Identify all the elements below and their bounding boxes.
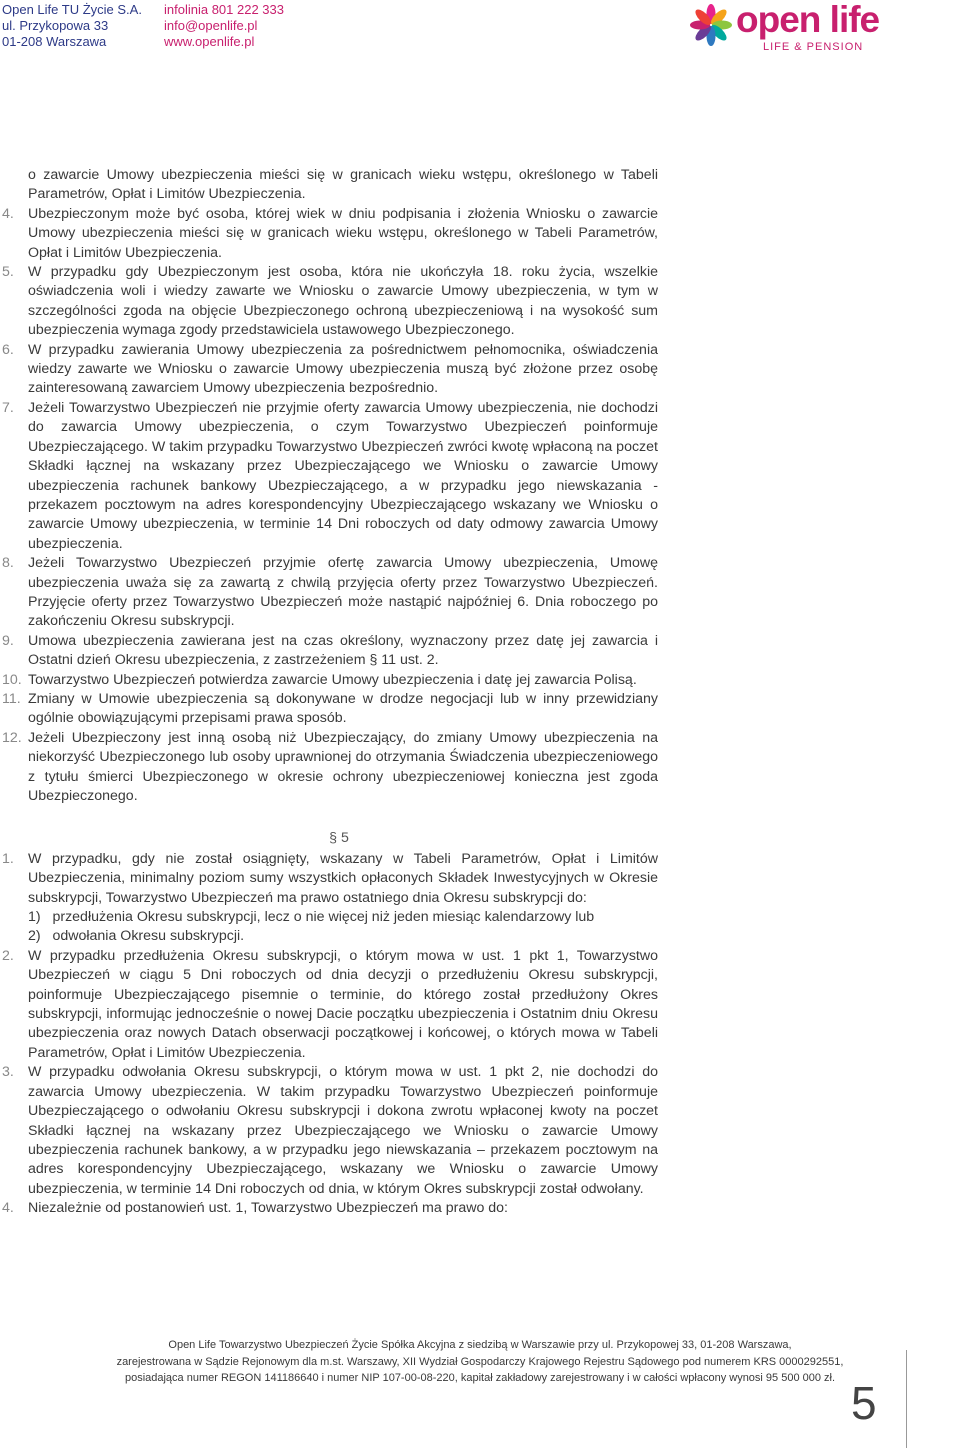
logo-tagline: LIFE & PENSION xyxy=(763,41,864,53)
list-item xyxy=(2,690,658,729)
footer-line: posiadająca numer REGON 141186640 i numer NIP 107-00-08-220, kapitał zakładowy zarejestrowany i w całości wpłacony wynosi 95 500 000 zł. xyxy=(124,1372,836,1384)
page-number: 5 xyxy=(851,1377,877,1429)
item-number: 11. xyxy=(2,690,21,707)
item-number: 1. xyxy=(2,850,14,867)
logo-wordmark: open life xyxy=(736,0,880,40)
sub-list-item xyxy=(28,908,658,927)
company-contact xyxy=(164,2,284,50)
item-text: W przypadku, gdy nie został osiągnięty, wskazany w Tabeli Parametrów, Opłat i Limitów Ubezpieczenia, minimalny poziom sumy wszystkich opłaconych Składek Inwestycyjnych w Okresie subskrypcji, Towarzystwo Ubezpieczeń ma prawo ostatniego dnia Okresu subskrypcji do: xyxy=(28,850,658,906)
item-number: 7. xyxy=(2,399,14,416)
item-number: 2. xyxy=(2,947,14,964)
open-life-logo xyxy=(688,0,888,60)
item-text: Towarzystwo Ubezpieczeń potwierdza zawarcie Umowy ubezpieczenia i datę jej zawarcia Polisą. xyxy=(28,671,637,688)
item-number: 8. xyxy=(2,555,14,572)
legal-footer xyxy=(0,1337,960,1387)
page-divider xyxy=(906,1350,907,1448)
sub-item-number: 1) xyxy=(28,909,41,926)
company-city: 01-208 Warszawa xyxy=(2,34,107,49)
list-item xyxy=(2,850,658,908)
list-item xyxy=(2,341,658,399)
item-text: Ubezpieczonym może być osoba, której wiek w dniu podpisania i złożenia Wniosku o zawarcie Umowy ubezpieczenia mieści się w granicach wieku wstępu, określonego w Tabeli Parametrów, Opłat i Limitów Ubezpieczenia. xyxy=(28,205,658,261)
list-item xyxy=(2,263,658,341)
company-name: Open Life TU Życie S.A. xyxy=(2,2,142,17)
email-link[interactable]: info@openlife.pl xyxy=(164,18,258,33)
section-heading: § 5 xyxy=(329,830,349,847)
item-text: Umowa ubezpieczenia zawierana jest na czas określony, wyznaczony przez datę jej zawarcia i Ostatni dzień Okresu ubezpieczenia, z zastrzeżeniem § 11 ust. 2. xyxy=(28,632,658,669)
item-text: W przypadku przedłużenia Okresu subskrypcji, o którym mowa w ust. 1 pkt 1, Towarzystwo Ubezpieczeń w ciągu 5 Dni roboczych od dnia decyzji o przedłużeniu Okresu subskrypcji, poinformuje Ubezpieczającego pisemnie o terminie, do którego został przedłużony Okres subskrypcji, informując jednocześnie o nowej Dacie początku ubezpieczenia i Ostatnim dniu Okresu ubezpieczenia oraz nowych Datach obserwacji początkowej i końcowej, o których mowa w Tabeli Parametrów, Opłat i Limitów Ubezpieczenia. xyxy=(28,947,658,1061)
item-number: 10. xyxy=(2,671,22,688)
item-number: 4. xyxy=(2,205,14,222)
list-item xyxy=(2,399,658,554)
item-number: 3. xyxy=(2,1064,14,1081)
list-item xyxy=(2,729,658,807)
list-item xyxy=(2,1063,658,1199)
list-items-a xyxy=(2,205,658,807)
item-text: Zmiany w Umowie ubezpieczenia są dokonywane w drodze negocjacji lub w inny przewidziany ogólnie obowiązującymi przepisami prawa sposób. xyxy=(28,690,658,727)
item-text: W przypadku odwołania Okresu subskrypcji, o którym mowa w ust. 1 pkt 2, nie dochodzi do zawarcia Umowy ubezpieczenia. W takim przypadku Towarzystwo Ubezpieczeń poinformuje Ubezpieczającego o odwołaniu Okresu subskrypcji i dokona zwrotu wpłaconej kwoty na poczet Składki łącznej na wskazany przez Ubezpieczającego we Wniosku o zawarcie Umowy ubezpieczenia rachunek bankowy, a w przypadku jego niewskazania – przekazem pocztowym na adres korespondencyjny Ubezpieczającego, wskazany we Wniosku o zawarcie Umowy ubezpieczenia, w terminie 14 Dni roboczych od dnia, w którym Okres subskrypcji został odwołany. xyxy=(28,1064,658,1197)
item-text: Niezależnie od postanowień ust. 1, Towarzystwo Ubezpieczeń ma prawo do: xyxy=(28,1200,509,1217)
sub-item-text: przedłużenia Okresu subskrypcji, lecz o nie więcej niż jeden miesiąc kalendarzowy lub xyxy=(52,909,595,926)
document-body xyxy=(2,166,658,1219)
list-item xyxy=(2,205,658,263)
company-street: ul. Przykopowa 33 xyxy=(2,18,109,33)
sub-item-number: 2) xyxy=(28,928,41,945)
item-text: W przypadku gdy Ubezpieczonym jest osoba, która nie ukończyła 18. roku życia, wszelkie oświadczenia woli i wiedzy zawarte we Wniosku o zawarcie Umowy ubezpieczenia, w tym w szczególności zgoda na objęcie Ubezpieczonego ochroną ubezpieczeniową i na wysokość sum ubezpieczenia wymaga zgody przedstawiciela ustawowego Ubezpieczonego. xyxy=(28,264,658,339)
item-number: 4. xyxy=(2,1200,14,1217)
list-item xyxy=(2,554,658,632)
list-item xyxy=(2,947,658,1063)
flower-logo-icon xyxy=(688,2,734,48)
website-link[interactable]: www.openlife.pl xyxy=(164,34,255,49)
list-item xyxy=(2,1199,658,1218)
item-text: Jeżeli Ubezpieczony jest inną osobą niż Ubezpieczający, do zmiany Umowy ubezpieczenia na niekorzyść Ubezpieczonego lub osoby uprawnionej do otrzymania Świadczenia ubezpieczeniowego z tytułu śmierci Ubezpieczonego w okresie ochrony ubezpieczeniowej konieczna jest zgoda Ubezpieczonego. xyxy=(28,729,658,804)
item-text: Jeżeli Towarzystwo Ubezpieczeń nie przyjmie oferty zawarcia Umowy ubezpieczenia, nie dochodzi do zawarcia Umowy ubezpieczenia, o czym Towarzystwo Ubezpieczeń poinformuje Ubezpieczającego. W takim przypadku Towarzystwo Ubezpieczeń zwróci kwotę wpłaconą na poczet Składki łącznej na wskazany przez Ubezpieczającego we Wniosku o zawarcie Umowy ubezpieczenia rachunek bankowy Ubezpieczającego, a w przypadku jego niewskazania - przekazem pocztowym na adres korespondencyjny Ubezpieczającego wskazany we Wniosku o zawarcie Umowy ubezpieczenia, w terminie 14 Dni roboczych od daty odmowy zawarcia Umowy ubezpieczenia. xyxy=(28,399,658,552)
item-number: 6. xyxy=(2,341,14,358)
list-item xyxy=(2,671,658,690)
continuation-paragraph: o zawarcie Umowy ubezpieczenia mieści się w granicach wieku wstępu, określonego w Tabeli Parametrów, Opłat i Limitów Ubezpieczenia. xyxy=(28,167,658,203)
item-number: 12. xyxy=(2,729,22,746)
list-item xyxy=(2,632,658,671)
hotline: infolinia 801 222 333 xyxy=(164,2,284,17)
item-number: 5. xyxy=(2,264,14,281)
company-address xyxy=(2,2,142,50)
footer-line: Open Life Towarzystwo Ubezpieczeń Życie Spółka Akcyjna z siedzibą w Warszawie przy ul. Przykopowej 33, 01-208 Warszawa, xyxy=(168,1339,792,1351)
sub-list-item xyxy=(28,927,658,946)
footer-line: zarejestrowana w Sądzie Rejonowym dla m.st. Warszawy, XII Wydział Gospodarczy Krajowego Rejestru Sądowego pod numerem KRS 0000292551, xyxy=(116,1355,844,1368)
item-number: 9. xyxy=(2,632,14,649)
item-text: W przypadku zawierania Umowy ubezpieczenia za pośrednictwem pełnomocnika, oświadczenia wiedzy zawarte we Wniosku o zawarcie Umowy ubezpieczenia muszą być złożone przez osobę zainteresowaną zawarciem Umowy ubezpieczenia bezpośrednio. xyxy=(28,341,658,397)
sub-item-text: odwołania Okresu subskrypcji. xyxy=(52,928,245,945)
item-text: Jeżeli Towarzystwo Ubezpieczeń przyjmie ofertę zawarcia Umowy ubezpieczenia, Umowę ubezpieczenia uważa się za zawartą z chwilą przyjęcia oferty przez Towarzystwo Ubezpieczeń. Przyjęcie oferty przez Towarzystwo Ubezpieczeń może nastąpić najpóźniej 6. Dnia roboczego po zakończeniu Okresu subskrypcji. xyxy=(28,555,658,630)
